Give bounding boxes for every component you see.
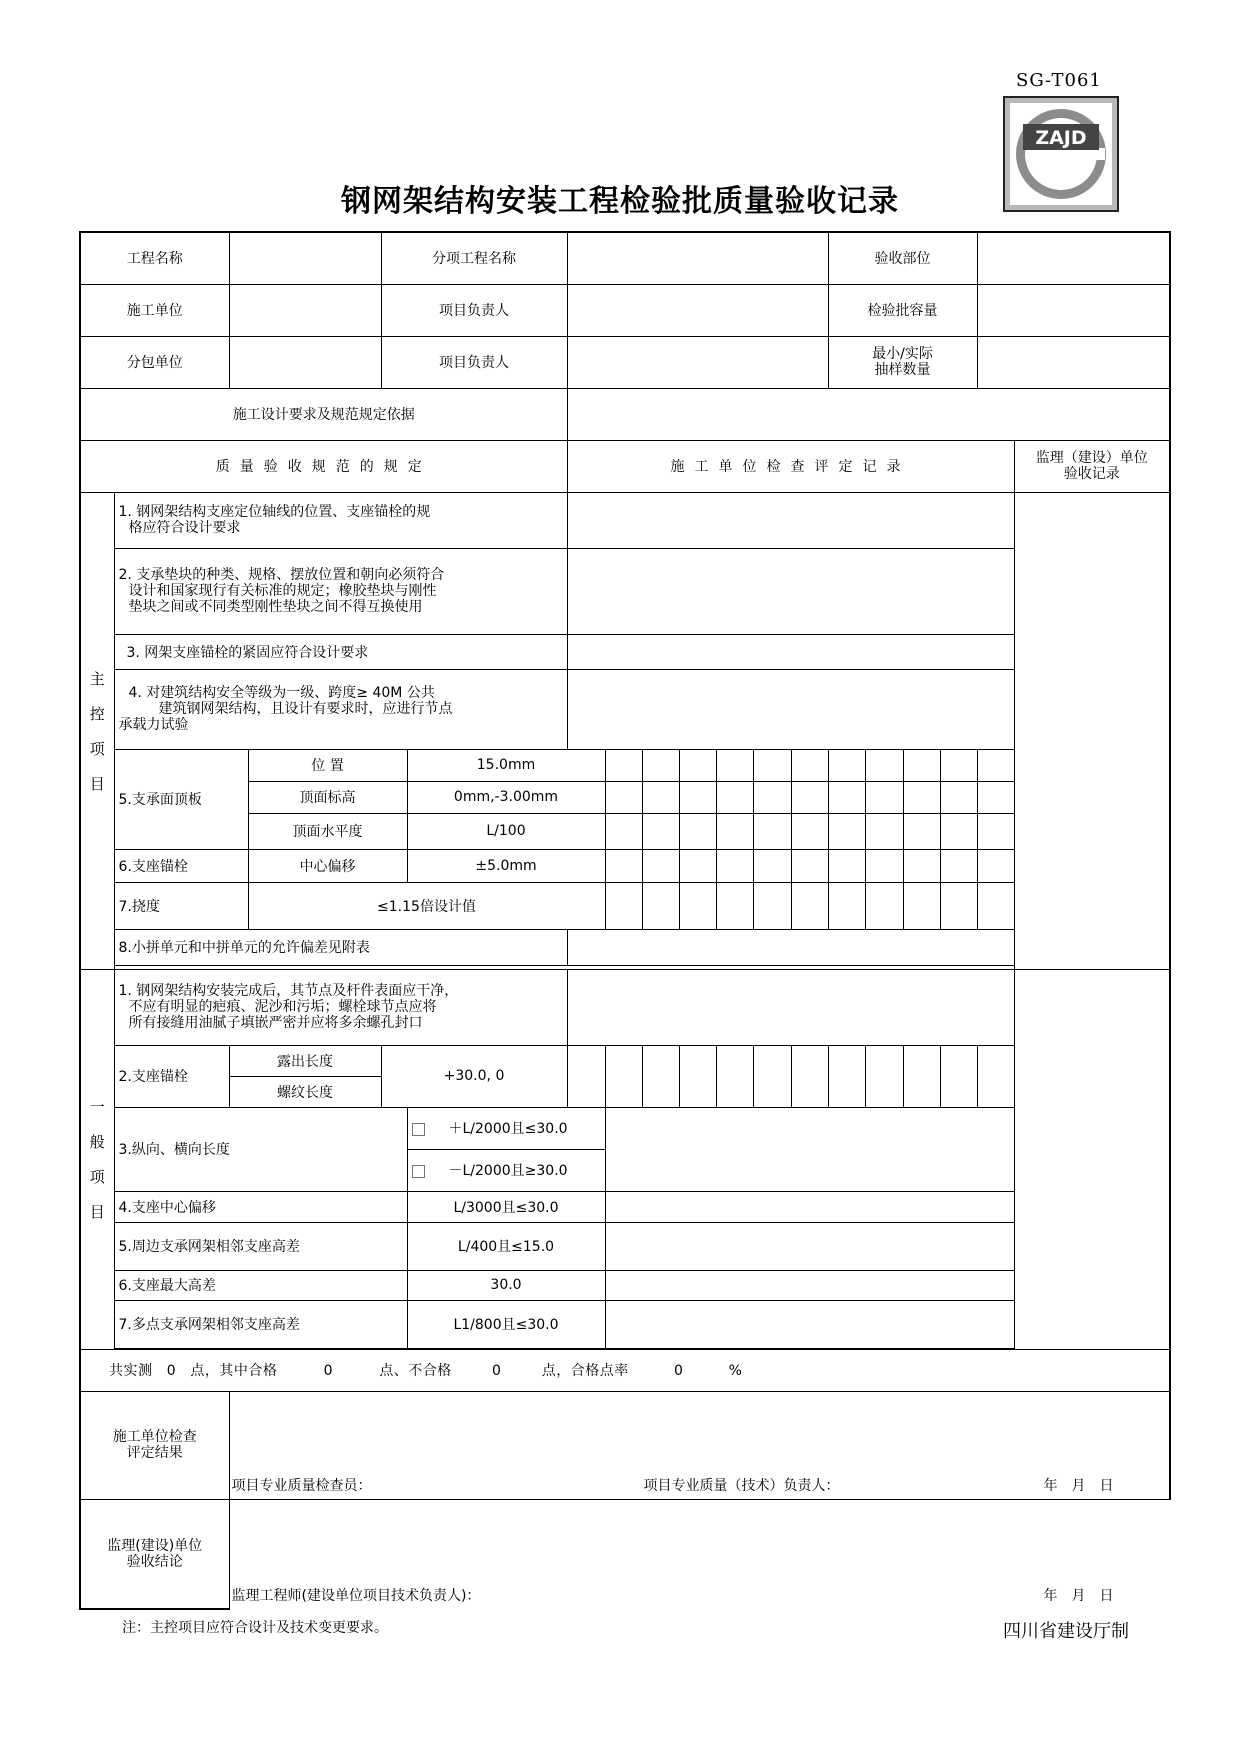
main-item-5-name: 顶面水平度: [248, 813, 407, 849]
project-name-label: 工程名称: [80, 232, 229, 284]
summary-row: 共实测 0 点，其中合格 0 点、不合格 0 点，合格点率 0 %: [80, 1349, 1170, 1391]
record-cell[interactable]: [791, 749, 828, 781]
record-cell[interactable]: [791, 882, 828, 929]
main-item-6-value: ±5.0mm: [407, 849, 605, 882]
construction-result-label: 施工单位检查 评定结果: [80, 1391, 229, 1499]
main-item-2: 2. 支承垫块的种类、规格、摆放位置和朝向必须符合 设计和国家现行有关标准的规定；橡胶垫块与刚性 垫块之间或不同类型刚性垫块之间不得互换使用: [114, 548, 567, 634]
record-cell[interactable]: [642, 813, 679, 849]
general-item-7-label: 7.多点支承网架相邻支座高差: [114, 1300, 407, 1348]
general-item-3-record[interactable]: [605, 1107, 1170, 1191]
record-cell[interactable]: [828, 813, 865, 849]
general-item-5-value: L/400且≤15.0: [407, 1222, 605, 1270]
main-item-1: 1. 钢网架结构支座定位轴线的位置、支座锚栓的规 格应符合设计要求: [114, 492, 567, 548]
page-title: 钢网架结构安装工程检验批质量验收记录: [341, 184, 899, 219]
record-cell[interactable]: [753, 749, 791, 781]
general-item-5-record[interactable]: [605, 1222, 1170, 1270]
main-item-4-record[interactable]: [567, 669, 1014, 749]
record-cell[interactable]: [977, 882, 1014, 929]
general-item-3-value-minus[interactable]: －L/2000且≥30.0: [407, 1149, 605, 1191]
general-item-3-label: 3.纵向、横向长度: [114, 1107, 407, 1191]
batch-capacity-field[interactable]: [977, 284, 1170, 336]
qualified-rate: 0: [673, 1363, 684, 1379]
general-item-4-label: 4.支座中心偏移: [114, 1191, 407, 1222]
record-cell[interactable]: [716, 813, 753, 849]
record-cell[interactable]: [605, 813, 642, 849]
record-cell[interactable]: [679, 1045, 716, 1107]
record-cell[interactable]: [791, 781, 828, 813]
record-cell[interactable]: [642, 849, 679, 882]
construction-unit-field[interactable]: [229, 284, 381, 336]
sub-project-field[interactable]: [567, 232, 828, 284]
record-cell[interactable]: [605, 781, 642, 813]
main-item-6-name: 中心偏移: [248, 849, 407, 882]
general-item-2-value: +30.0, 0: [381, 1045, 567, 1107]
record-cell[interactable]: [753, 813, 791, 849]
supervision-column-header: 监理（建设）单位 验收记录: [1014, 440, 1170, 492]
record-cell[interactable]: [605, 849, 642, 882]
record-cell[interactable]: [940, 749, 977, 781]
record-cell[interactable]: [716, 849, 753, 882]
main-item-2-record[interactable]: [567, 548, 1014, 634]
general-item-7-value: L1/800且≤30.0: [407, 1300, 605, 1348]
unqualified-points: 0: [492, 1363, 502, 1379]
general-item-6-value: 30.0: [407, 1270, 605, 1300]
record-cell[interactable]: [679, 813, 716, 849]
record-cell[interactable]: [567, 1045, 605, 1107]
construction-unit-label: 施工单位: [80, 284, 229, 336]
total-points: 0: [166, 1363, 177, 1379]
sub-project-label: 分项工程名称: [381, 232, 567, 284]
main-item-8: 8.小拼单元和中拼单元的允许偏差见附表: [114, 929, 567, 965]
record-cell[interactable]: [753, 882, 791, 929]
record-cell[interactable]: [865, 849, 903, 882]
main-item-5-label: 5.支承面顶板: [114, 749, 248, 849]
main-item-5-value: 0mm,-3.00mm: [407, 781, 605, 813]
sample-qty-label: 最小/实际 抽样数量: [828, 336, 977, 388]
general-item-1: 1. 钢网架结构安装完成后，其节点及杆件表面应干净， 不应有明显的疤痕、泥沙和污垢；螺栓球节点应将 所有接缝用油腻子填嵌严密并应将多余螺孔封口: [114, 969, 567, 1045]
record-cell[interactable]: [791, 813, 828, 849]
record-cell[interactable]: [679, 849, 716, 882]
sample-qty-field[interactable]: [977, 336, 1170, 388]
general-item-2-name: 露出长度: [229, 1045, 381, 1076]
record-cell[interactable]: [605, 1045, 642, 1107]
record-cell[interactable]: [865, 882, 903, 929]
spec-column-header: 质量验收规范的规定: [80, 440, 567, 492]
record-cell[interactable]: [679, 781, 716, 813]
record-cell[interactable]: [977, 813, 1014, 849]
main-item-3: 3. 网架支座锚栓的紧固应符合设计要求: [114, 634, 567, 669]
subcontract-unit-field[interactable]: [229, 336, 381, 388]
checkbox[interactable]: [412, 1123, 425, 1136]
general-item-2-name: 螺纹长度: [229, 1076, 381, 1107]
record-column-header: 施工单位检查评定记录: [567, 440, 1014, 492]
project-leader-field-2[interactable]: [567, 336, 828, 388]
record-cell[interactable]: [791, 1045, 828, 1107]
record-cell[interactable]: [903, 849, 940, 882]
svg-text:ZAJD: ZAJD: [1035, 127, 1087, 149]
main-item-3-record[interactable]: [567, 634, 1014, 669]
general-item-4-value: L/3000且≤30.0: [407, 1191, 605, 1222]
record-cell[interactable]: [642, 882, 679, 929]
inspection-form-table: [79, 231, 1171, 1610]
record-cell[interactable]: [716, 882, 753, 929]
record-cell[interactable]: [865, 781, 903, 813]
qualified-points: 0: [323, 1363, 334, 1379]
main-item-6-label: 6.支座锚栓: [114, 849, 248, 882]
record-cell[interactable]: [828, 781, 865, 813]
date-label: 年月日: [1043, 1588, 1128, 1604]
general-items-group-label: 一 般 项 目: [80, 969, 114, 1349]
general-item-2-label: 2.支座锚栓: [114, 1045, 229, 1107]
record-cell[interactable]: [716, 749, 753, 781]
general-item-6-record[interactable]: [605, 1270, 1170, 1300]
record-cell[interactable]: [642, 1045, 679, 1107]
checkbox[interactable]: [412, 1165, 425, 1178]
project-leader-label: 项目负责人: [381, 284, 567, 336]
main-item-5-name: 位 置: [248, 749, 407, 781]
record-cell[interactable]: [642, 749, 679, 781]
main-item-4: 4. 对建筑结构安全等级为一级、跨度≥ 40M 公共 建筑钢网架结构，且设计有要求时，应进行节点 承载力试验: [114, 669, 567, 749]
record-cell[interactable]: [865, 1045, 903, 1107]
record-cell[interactable]: [903, 781, 940, 813]
main-item-8-record[interactable]: [567, 929, 1014, 965]
record-cell[interactable]: [828, 1045, 865, 1107]
general-item-6-label: 6.支座最大高差: [114, 1270, 407, 1300]
record-cell[interactable]: [977, 781, 1014, 813]
subcontract-unit-label: 分包单位: [80, 336, 229, 388]
main-item-5-name: 顶面标高: [248, 781, 407, 813]
basis-field[interactable]: [567, 388, 1170, 440]
main-item-1-record[interactable]: [567, 492, 1014, 548]
record-cell[interactable]: [791, 849, 828, 882]
record-cell[interactable]: [903, 882, 940, 929]
note: 注：主控项目应符合设计及技术变更要求。: [122, 1620, 388, 1636]
general-item-5-label: 5.周边支承网架相邻支座高差: [114, 1222, 407, 1270]
main-item-5-value: 15.0mm: [407, 749, 605, 781]
main-item-7-label: 7.挠度: [114, 882, 248, 929]
record-cell[interactable]: [753, 781, 791, 813]
record-cell[interactable]: [977, 749, 1014, 781]
construction-result-field[interactable]: [229, 1391, 1170, 1499]
main-items-supervision-record[interactable]: [1014, 492, 1170, 969]
form-code: SG-T061: [1016, 70, 1102, 91]
record-cell[interactable]: [679, 882, 716, 929]
record-cell[interactable]: [605, 882, 642, 929]
record-cell[interactable]: [940, 1045, 977, 1107]
main-item-5-value: L/100: [407, 813, 605, 849]
supervision-result-label: 监理(建设)单位 验收结论: [80, 1499, 229, 1609]
record-cell[interactable]: [716, 781, 753, 813]
record-cell[interactable]: [940, 882, 977, 929]
batch-capacity-label: 检验批容量: [828, 284, 977, 336]
quality-leader-label: 项目专业质量（技术）负责人：: [643, 1477, 840, 1494]
record-cell[interactable]: [977, 1045, 1014, 1107]
footer-issuer: 四川省建设厅制: [1003, 1621, 1129, 1642]
record-cell[interactable]: [716, 1045, 753, 1107]
basis-label: 施工设计要求及规范规定依据: [80, 388, 567, 440]
record-cell[interactable]: [828, 849, 865, 882]
record-cell[interactable]: [903, 749, 940, 781]
project-leader-field[interactable]: [567, 284, 828, 336]
record-cell[interactable]: [940, 813, 977, 849]
record-cell[interactable]: [605, 749, 642, 781]
supervision-result-field[interactable]: [229, 1499, 1170, 1609]
record-cell[interactable]: [940, 849, 977, 882]
general-item-7-record[interactable]: [605, 1300, 1170, 1348]
supervision-engineer-label: 监理工程师(建设单位项目技术负责人)：: [231, 1588, 481, 1604]
main-item-7-value: ≤1.15倍设计值: [248, 882, 605, 929]
record-cell[interactable]: [865, 813, 903, 849]
quality-inspector-label: 项目专业质量检查员：: [231, 1477, 372, 1494]
record-cell[interactable]: [977, 849, 1014, 882]
general-item-1-record[interactable]: [567, 969, 1014, 1045]
general-item-3-value-plus[interactable]: ＋L/2000且≤30.0: [407, 1107, 605, 1149]
record-cell[interactable]: [828, 749, 865, 781]
project-leader-label-2: 项目负责人: [381, 336, 567, 388]
date-label: 年月日: [1043, 1477, 1128, 1494]
record-cell[interactable]: [903, 813, 940, 849]
record-cell[interactable]: [753, 849, 791, 882]
record-cell[interactable]: [642, 781, 679, 813]
record-cell[interactable]: [940, 781, 977, 813]
record-cell[interactable]: [865, 749, 903, 781]
general-item-4-record[interactable]: [605, 1191, 1170, 1222]
record-cell[interactable]: [828, 882, 865, 929]
project-name-field[interactable]: [229, 232, 381, 284]
main-items-group-label: 主 控 项 目: [80, 492, 114, 969]
acceptance-part-label: 验收部位: [828, 232, 977, 284]
record-cell[interactable]: [753, 1045, 791, 1107]
record-cell[interactable]: [679, 749, 716, 781]
record-cell[interactable]: [903, 1045, 940, 1107]
acceptance-part-field[interactable]: [977, 232, 1170, 284]
